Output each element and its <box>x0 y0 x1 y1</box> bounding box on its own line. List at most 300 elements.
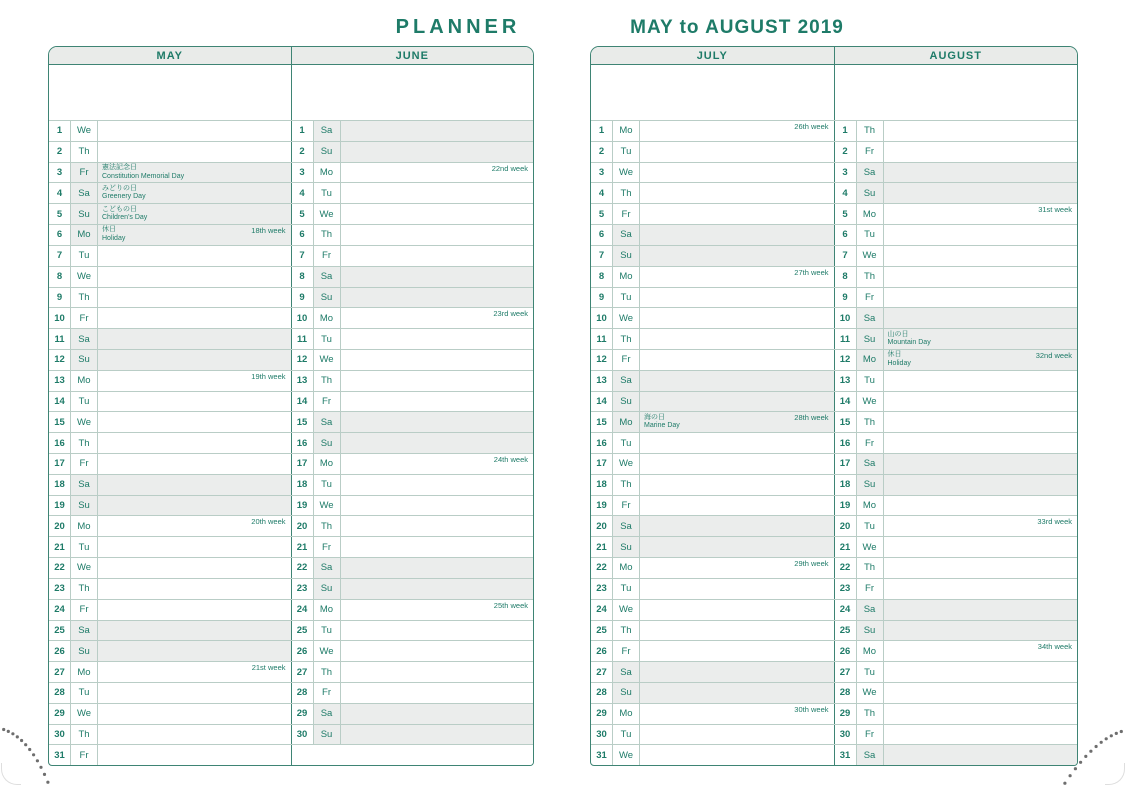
day-content-cell <box>341 600 534 620</box>
day-number: 30 <box>49 725 71 745</box>
day-cell <box>834 579 1078 599</box>
weekday-label: Fr <box>71 600 98 620</box>
day-number: 27 <box>292 662 314 682</box>
day-row <box>49 536 533 557</box>
day-content-cell <box>884 246 1078 266</box>
day-cell <box>291 600 534 620</box>
day-number: 8 <box>591 267 613 287</box>
day-cell <box>291 371 534 391</box>
day-content-cell <box>341 704 534 724</box>
day-row <box>49 432 533 453</box>
weekday-label: Mo <box>314 600 341 620</box>
week-number-label: 32nd week <box>1035 350 1072 360</box>
weekday-label: Sa <box>71 329 98 349</box>
weekday-label: Su <box>857 621 884 641</box>
day-number: 21 <box>591 537 613 557</box>
day-content-cell <box>884 392 1078 412</box>
day-cell <box>49 225 291 245</box>
day-row <box>591 245 1077 266</box>
day-content-cell <box>640 537 834 557</box>
day-number: 9 <box>292 288 314 308</box>
day-cell <box>291 288 534 308</box>
day-content-cell <box>98 600 291 620</box>
weekday-label: Th <box>857 704 884 724</box>
weekday-label: Su <box>71 204 98 224</box>
day-number: 8 <box>835 267 857 287</box>
day-number: 15 <box>835 412 857 432</box>
day-cell <box>591 662 834 682</box>
day-content-cell <box>884 329 1078 349</box>
day-number: 10 <box>292 308 314 328</box>
weekday-label: Th <box>857 121 884 141</box>
day-number: 19 <box>292 496 314 516</box>
day-cell <box>49 392 291 412</box>
day-number: 23 <box>591 579 613 599</box>
weekday-label: Mo <box>613 704 640 724</box>
day-content-cell <box>341 558 534 578</box>
day-row <box>591 182 1077 203</box>
day-cell <box>49 350 291 370</box>
day-number: 6 <box>292 225 314 245</box>
day-number: 18 <box>835 475 857 495</box>
weekday-label: We <box>314 204 341 224</box>
day-cell <box>49 621 291 641</box>
day-number: 12 <box>591 350 613 370</box>
weekday-label: We <box>857 683 884 703</box>
day-content-cell <box>341 121 534 141</box>
day-cell <box>49 329 291 349</box>
day-number: 20 <box>292 516 314 536</box>
day-cell <box>291 433 534 453</box>
day-cell <box>834 308 1078 328</box>
holiday-name-en: Children's Day <box>102 214 148 222</box>
weekday-label: Su <box>314 579 341 599</box>
day-cell <box>834 225 1078 245</box>
day-row <box>591 495 1077 516</box>
day-cell <box>591 683 834 703</box>
day-row <box>591 162 1077 183</box>
day-content-cell <box>98 433 291 453</box>
weekday-label: Mo <box>71 516 98 536</box>
day-cell <box>291 579 534 599</box>
day-cell <box>49 371 291 391</box>
day-content-cell <box>640 392 834 412</box>
weekday-label: Fr <box>613 350 640 370</box>
day-number: 17 <box>835 454 857 474</box>
day-number: 19 <box>591 496 613 516</box>
day-cell <box>591 558 834 578</box>
weekday-label: Tu <box>314 183 341 203</box>
day-cell <box>291 621 534 641</box>
day-cell <box>291 475 534 495</box>
day-row <box>49 182 533 203</box>
day-cell <box>49 183 291 203</box>
day-cell <box>291 121 534 141</box>
weekday-label: Th <box>314 371 341 391</box>
day-number: 23 <box>292 579 314 599</box>
day-number: 7 <box>49 246 71 266</box>
day-number: 7 <box>835 246 857 266</box>
day-row <box>591 203 1077 224</box>
weekday-label: Mo <box>71 662 98 682</box>
day-rows-may-june <box>49 121 533 765</box>
day-cell <box>591 288 834 308</box>
weekday-label: Tu <box>71 683 98 703</box>
holiday-name-jp: 休日 <box>102 226 116 234</box>
day-number: 1 <box>292 121 314 141</box>
day-content-cell <box>98 350 291 370</box>
day-content-cell <box>341 537 534 557</box>
day-content-cell <box>640 725 834 745</box>
day-row <box>591 744 1077 765</box>
weekday-label: Sa <box>71 183 98 203</box>
weekday-label: Tu <box>314 329 341 349</box>
weekday-label: Mo <box>314 454 341 474</box>
day-cell <box>834 600 1078 620</box>
day-cell <box>291 454 534 474</box>
weekday-label: Th <box>71 433 98 453</box>
day-number: 28 <box>835 683 857 703</box>
day-number: 6 <box>835 225 857 245</box>
day-content-cell <box>884 537 1078 557</box>
day-cell <box>591 433 834 453</box>
month-header-august: AUGUST <box>834 47 1078 64</box>
day-number: 11 <box>292 329 314 349</box>
day-number: 29 <box>49 704 71 724</box>
day-content-cell <box>884 516 1078 536</box>
day-number: 31 <box>835 745 857 765</box>
day-content-cell <box>341 246 534 266</box>
day-number: 3 <box>835 163 857 183</box>
day-row <box>49 703 533 724</box>
day-number: 18 <box>292 475 314 495</box>
weekday-label: Sa <box>857 745 884 765</box>
weekday-label: Th <box>314 225 341 245</box>
day-content-cell <box>341 725 534 745</box>
day-row <box>49 349 533 370</box>
day-content-cell <box>98 725 291 745</box>
day-content-cell <box>884 683 1078 703</box>
day-content-cell <box>341 329 534 349</box>
day-number: 9 <box>591 288 613 308</box>
day-cell <box>49 267 291 287</box>
day-number: 12 <box>49 350 71 370</box>
weekday-label: Mo <box>613 121 640 141</box>
day-cell <box>49 537 291 557</box>
weekday-label: Fr <box>314 683 341 703</box>
day-number: 8 <box>292 267 314 287</box>
day-content-cell <box>640 475 834 495</box>
day-content-cell <box>640 329 834 349</box>
day-content-cell <box>341 288 534 308</box>
day-cell <box>834 163 1078 183</box>
weekday-label: Th <box>857 558 884 578</box>
day-content-cell <box>98 537 291 557</box>
day-content-cell <box>640 371 834 391</box>
weekday-label: Th <box>613 475 640 495</box>
weekday-label: Fr <box>857 433 884 453</box>
weekday-label: Sa <box>71 621 98 641</box>
day-number: 13 <box>591 371 613 391</box>
day-content-cell <box>884 600 1078 620</box>
day-content-cell <box>884 371 1078 391</box>
weekday-label: Su <box>314 288 341 308</box>
weekday-label: We <box>857 246 884 266</box>
weekday-label: Tu <box>613 433 640 453</box>
day-cell <box>291 142 534 162</box>
day-content-cell <box>98 163 291 183</box>
day-content-cell <box>640 662 834 682</box>
day-number: 10 <box>49 308 71 328</box>
weekday-label: We <box>613 600 640 620</box>
weekday-label: We <box>71 558 98 578</box>
day-number: 7 <box>292 246 314 266</box>
weekday-label: Su <box>857 183 884 203</box>
day-cell <box>291 163 534 183</box>
weekday-label: Tu <box>857 662 884 682</box>
day-row <box>591 328 1077 349</box>
date-range-title: MAY to AUGUST 2019 <box>630 17 844 38</box>
holiday-name-jp: 海の日 <box>644 413 665 421</box>
weekday-label: Mo <box>71 225 98 245</box>
day-cell <box>49 163 291 183</box>
day-row <box>591 515 1077 536</box>
day-content-cell <box>884 475 1078 495</box>
day-content-cell <box>341 412 534 432</box>
day-content-cell <box>884 579 1078 599</box>
day-number: 8 <box>49 267 71 287</box>
day-number: 14 <box>835 392 857 412</box>
day-content-cell <box>341 683 534 703</box>
day-number: 16 <box>591 433 613 453</box>
weekday-label: Sa <box>613 371 640 391</box>
calendar-table-may-june <box>48 46 534 766</box>
day-cell <box>49 412 291 432</box>
holiday-name-en: Constitution Memorial Day <box>102 172 185 180</box>
day-number: 5 <box>292 204 314 224</box>
day-cell <box>591 641 834 661</box>
day-number: 17 <box>292 454 314 474</box>
day-content-cell <box>341 204 534 224</box>
weekday-label: Mo <box>857 496 884 516</box>
day-cell <box>834 454 1078 474</box>
day-row <box>49 724 533 745</box>
day-cell <box>591 745 834 765</box>
weekday-label: We <box>314 641 341 661</box>
day-cell <box>291 225 534 245</box>
day-cell <box>49 121 291 141</box>
day-cell <box>49 641 291 661</box>
day-cell <box>291 392 534 412</box>
weekday-label: Tu <box>613 142 640 162</box>
weekday-label: Tu <box>857 371 884 391</box>
weekday-label: We <box>314 350 341 370</box>
day-cell <box>834 725 1078 745</box>
day-row <box>591 432 1077 453</box>
day-content-cell <box>98 142 291 162</box>
weekday-label: We <box>613 163 640 183</box>
day-row <box>49 391 533 412</box>
day-content-cell <box>341 475 534 495</box>
weekday-label: Su <box>314 433 341 453</box>
week-number-label: 24th week <box>493 455 528 464</box>
weekday-label: Mo <box>314 163 341 183</box>
weekday-label: Su <box>71 350 98 370</box>
day-number: 14 <box>591 392 613 412</box>
week-number-label: 29th week <box>794 559 829 569</box>
day-content-cell <box>884 288 1078 308</box>
day-content-cell <box>640 641 834 661</box>
day-cell <box>291 558 534 578</box>
day-content-cell <box>98 683 291 703</box>
day-number: 14 <box>49 392 71 412</box>
weekday-label: Sa <box>314 412 341 432</box>
weekday-label: Sa <box>857 600 884 620</box>
day-cell <box>834 537 1078 557</box>
day-cell <box>49 683 291 703</box>
day-content-cell <box>884 621 1078 641</box>
day-cell <box>49 454 291 474</box>
weekday-label: Th <box>71 142 98 162</box>
day-row <box>591 266 1077 287</box>
day-row <box>591 620 1077 641</box>
day-row <box>591 724 1077 745</box>
day-cell <box>291 704 534 724</box>
day-cell <box>291 516 534 536</box>
weekday-label: Mo <box>613 412 640 432</box>
weekday-label: Fr <box>857 579 884 599</box>
day-content-cell <box>98 267 291 287</box>
weekday-label: We <box>857 537 884 557</box>
day-number: 20 <box>49 516 71 536</box>
day-number: 26 <box>49 641 71 661</box>
weekday-label: Su <box>314 725 341 745</box>
day-cell <box>591 225 834 245</box>
day-number: 18 <box>591 475 613 495</box>
day-row <box>49 474 533 495</box>
day-cell <box>834 121 1078 141</box>
day-cell <box>291 662 534 682</box>
weekday-label: Tu <box>857 516 884 536</box>
day-content-cell <box>884 745 1078 765</box>
day-cell <box>834 621 1078 641</box>
day-content-cell <box>640 558 834 578</box>
day-content-cell <box>640 225 834 245</box>
weekday-label: Th <box>857 412 884 432</box>
day-content-cell <box>884 204 1078 224</box>
day-row <box>591 682 1077 703</box>
day-number: 30 <box>835 725 857 745</box>
day-content-cell <box>341 392 534 412</box>
day-row <box>49 640 533 661</box>
day-number: 11 <box>835 329 857 349</box>
day-row <box>49 121 533 141</box>
day-row <box>591 370 1077 391</box>
weekday-label: We <box>71 412 98 432</box>
day-cell <box>49 745 291 765</box>
weekday-label: We <box>613 308 640 328</box>
day-cell <box>291 204 534 224</box>
day-number: 9 <box>49 288 71 308</box>
day-content-cell <box>98 516 291 536</box>
day-number: 25 <box>49 621 71 641</box>
day-content-cell <box>98 246 291 266</box>
weekday-label: We <box>71 121 98 141</box>
day-content-cell <box>640 745 834 765</box>
day-content-cell <box>640 183 834 203</box>
week-number-label: 33rd week <box>1037 517 1072 527</box>
day-content-cell <box>98 475 291 495</box>
day-number: 29 <box>835 704 857 724</box>
weekday-label: Su <box>613 537 640 557</box>
day-row <box>591 121 1077 141</box>
day-content-cell <box>98 329 291 349</box>
day-number: 30 <box>292 725 314 745</box>
day-content-cell <box>341 516 534 536</box>
day-row <box>591 578 1077 599</box>
page-corner-right <box>1105 763 1125 785</box>
calendar-table-july-august <box>590 46 1078 766</box>
day-row <box>49 744 533 765</box>
day-cell <box>49 288 291 308</box>
day-number: 25 <box>292 621 314 641</box>
day-row <box>591 599 1077 620</box>
weekday-label: Mo <box>857 204 884 224</box>
holiday-name-en: Marine Day <box>644 422 680 430</box>
day-cell <box>49 142 291 162</box>
day-content-cell <box>884 496 1078 516</box>
day-number: 22 <box>49 558 71 578</box>
day-number: 5 <box>835 204 857 224</box>
day-cell <box>291 183 534 203</box>
day-row <box>49 307 533 328</box>
day-content-cell <box>884 163 1078 183</box>
day-content-cell <box>341 163 534 183</box>
day-row <box>591 287 1077 308</box>
weekday-label: Tu <box>71 537 98 557</box>
weekday-label: Mo <box>857 350 884 370</box>
day-content-cell <box>341 183 534 203</box>
day-cell <box>291 641 534 661</box>
holiday-name-jp: みどりの日 <box>102 184 137 192</box>
weekday-label: Fr <box>314 537 341 557</box>
holiday-name-jp: こどもの日 <box>102 205 137 213</box>
holiday-name-jp: 憲法記念日 <box>102 164 137 172</box>
weekday-label: Tu <box>613 288 640 308</box>
day-content-cell <box>98 183 291 203</box>
day-cell <box>834 204 1078 224</box>
day-number: 7 <box>591 246 613 266</box>
weekday-label: Fr <box>613 204 640 224</box>
month-header-row <box>591 47 1077 65</box>
day-cell <box>834 288 1078 308</box>
day-number: 2 <box>292 142 314 162</box>
day-number: 17 <box>49 454 71 474</box>
weekday-label: We <box>613 454 640 474</box>
notes-space-july <box>591 65 834 120</box>
day-cell <box>49 662 291 682</box>
week-number-label: 21st week <box>251 663 286 673</box>
month-header-june: JUNE <box>291 47 534 64</box>
day-content-cell <box>884 225 1078 245</box>
day-content-cell <box>640 433 834 453</box>
day-number: 12 <box>292 350 314 370</box>
holiday-name-en: Holiday <box>887 359 911 367</box>
day-content-cell <box>884 412 1078 432</box>
day-content-cell <box>98 662 291 682</box>
day-number: 27 <box>835 662 857 682</box>
day-cell <box>591 725 834 745</box>
